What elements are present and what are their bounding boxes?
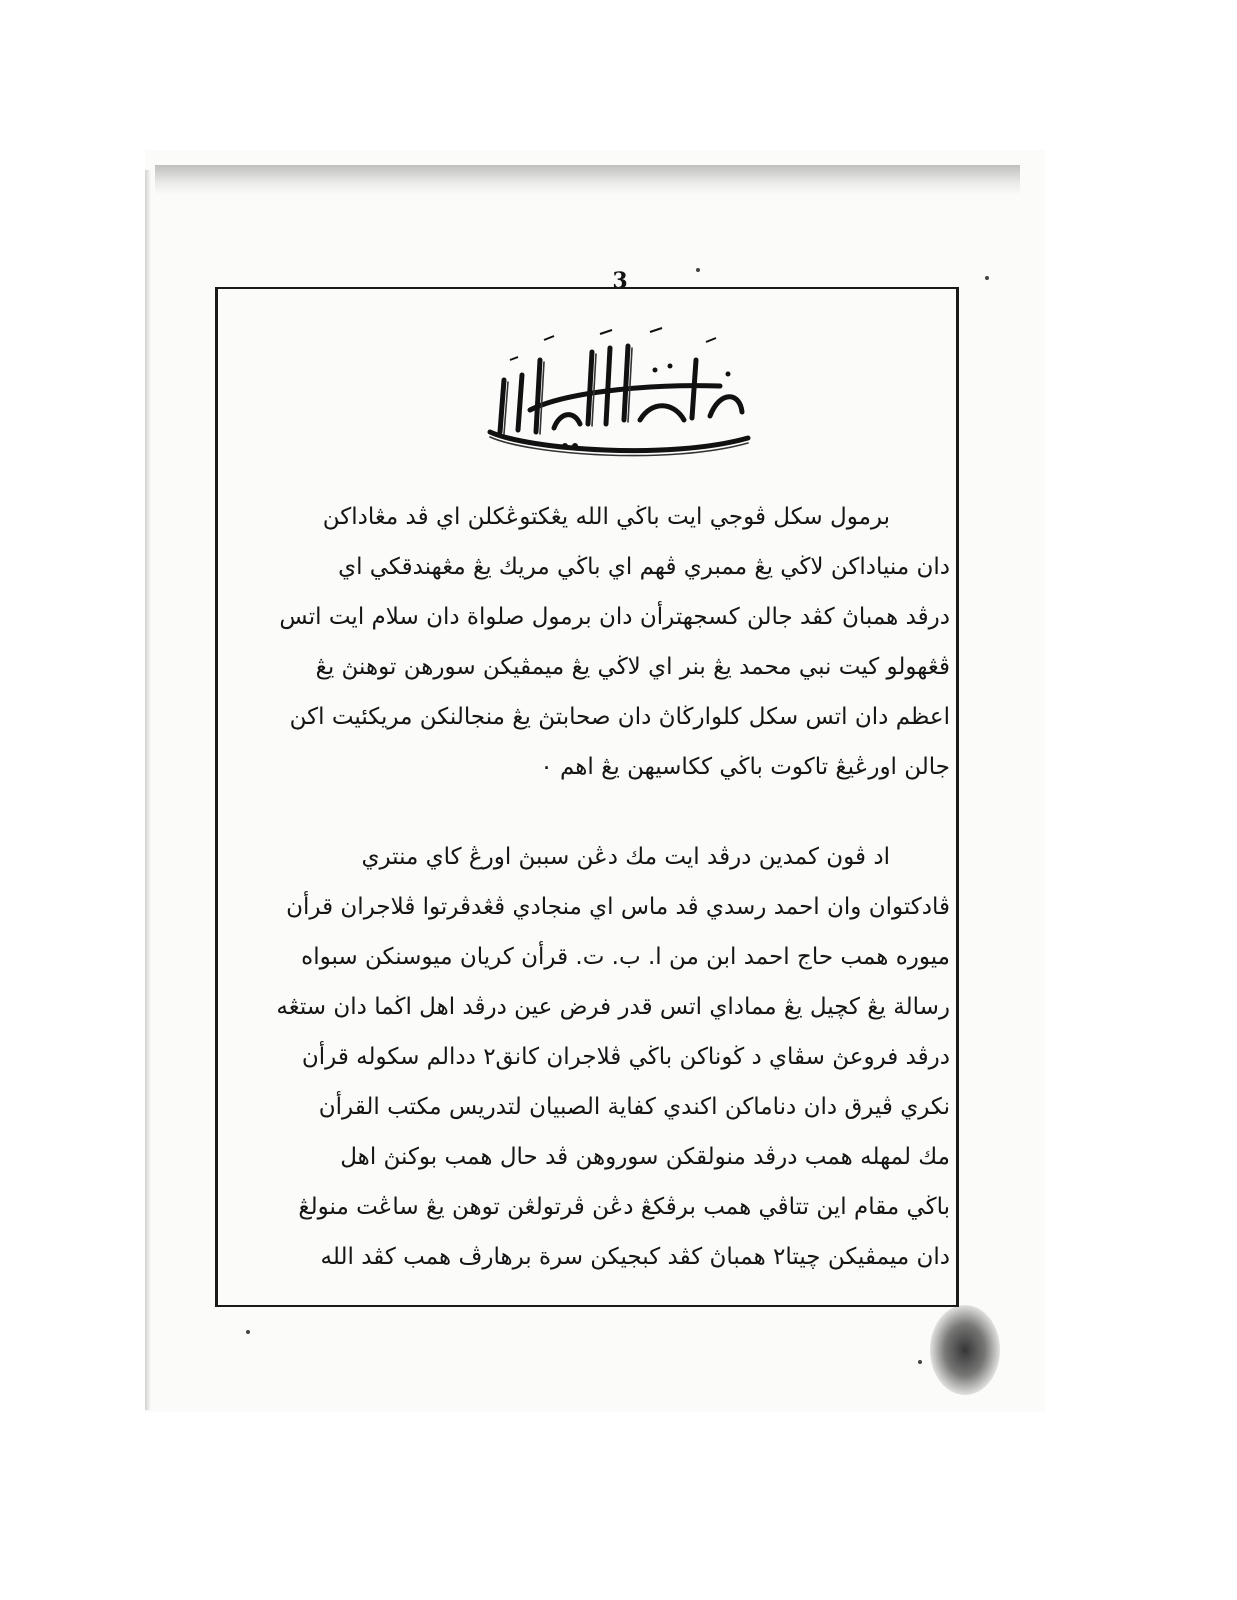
text-line: ڤڠهولو كيت نبي محمد يڠ بنر اي لاڬي يڠ ميمڤيكن سورهن توهنڽ يڠ: [315, 654, 950, 680]
text-line: باڬي مقام اين تتاڤي همب برڤكڠ دڠن ڤرتولڠن توهن يڠ ساڠت منولڠ: [298, 1194, 950, 1220]
page-number: 3: [612, 268, 628, 294]
basmala-calligraphy: [470, 320, 770, 465]
text-line: جالن اورڠيڠ تاكوت باڬي ككاسيهن يڠ اهم ٠: [540, 754, 950, 780]
scan-shadow-left: [145, 170, 151, 1410]
ink-smudge: [930, 1305, 1000, 1395]
ink-speck: [246, 1330, 250, 1334]
paragraph-2: [232, 832, 950, 1282]
text-line: برمول سكل ڤوجي ايت باڬي الله يڠكتوڠكلن اي ڤد مڠاداكن: [322, 504, 890, 530]
text-line: مك لمهله همب درڤد منولقكن سوروهن ڤد حال همب بوكنڽ اهل: [340, 1144, 950, 1170]
text-line: درڤد همباڽ كڤد جالن كسجهترأن دان برمول صلواة دان سلام ايت اتس: [279, 604, 950, 630]
scan-shadow-top: [155, 165, 1020, 195]
text-line: اد ڤون كمدين درڤد ايت مك دڠن سببڽ اورڠ كاي منتري: [361, 844, 890, 870]
text-line: دان ميمڤيكن چيتا٢ همباڽ كڤد كبجيكن سرة برهارڤ همب كڤد الله: [320, 1244, 950, 1270]
text-line: نكري ڤيرق دان دناماكن اكندي كفاية الصبيان لتدريس مكتب القرأن: [318, 1094, 950, 1120]
text-line: ميوره همب حاج احمد ابن من ا. ب. ت. قرأن كريان ميوسنكن سبواه: [301, 944, 950, 970]
paragraph-1: [232, 492, 950, 792]
text-line: اعظم دان اتس سكل كلوارڬاڽ دان صحابتڽ يڠ منجالنكن مريكئيت اكن: [289, 704, 950, 730]
paragraph-gap: [232, 792, 950, 832]
ink-speck: [696, 268, 700, 272]
ink-speck: [985, 276, 989, 280]
text-line: درڤد فروعڽ سڤاي د ڬوناكن باڬي ڤلاجران كانق٢ ددالم سكوله قرأن: [301, 1044, 950, 1070]
body-text: [232, 492, 950, 1282]
text-line: ڤادكتوان وان احمد رسدي ڤد ماس اي منجادي ڤڠدڤرتوا ڤلاجران قرأن: [286, 894, 950, 920]
text-line: رسالة يڠ كچيل يڠ مماداي اتس قدر فرض عين درڤد اهل اڬما دان ستڠه: [276, 994, 950, 1020]
text-line: دان منياداكن لاڬي يڠ ممبري ڤهم اي باڬي مريك يڠ مڠهندقكي اي: [338, 554, 950, 580]
ink-speck: [918, 1360, 922, 1364]
